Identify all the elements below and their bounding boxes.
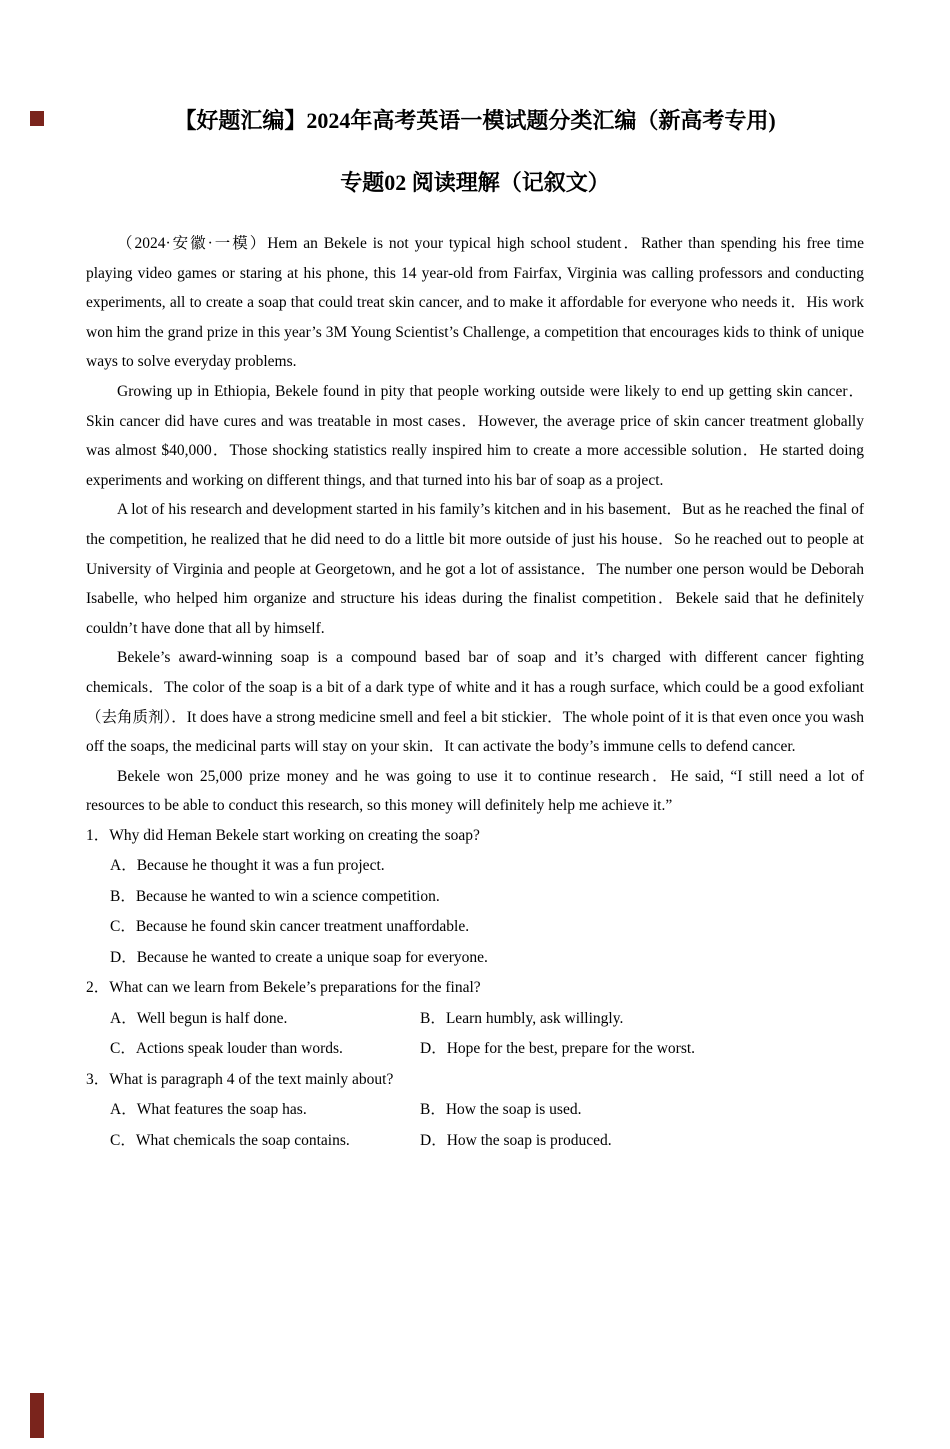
option-3b	[420, 1095, 864, 1126]
question-stem	[86, 1065, 864, 1096]
question-stem-text: Why did Heman Bekele start working on creating the soap?	[109, 826, 480, 844]
option-label: A．	[110, 1101, 137, 1119]
passage-paragraph-2: Growing up in Ethiopia, Bekele found in pity that people working outside were likely to end up getting skin cancer．Skin cancer did have cures and was treatable in most cases．However, the average price of skin cancer treatment globally was almost $40,000．Those shocking statistics really inspired him to create a more accessible solution．He started doing experiments and working on different things, and that turned into his bar of soap as a project.	[86, 382, 864, 489]
option-1d	[110, 943, 864, 974]
question-options	[86, 1004, 864, 1065]
page-subtitle: 专题02 阅读理解（记叙文）	[340, 170, 610, 195]
option-text: How the soap is used.	[445, 1101, 582, 1119]
option-2b	[420, 1004, 864, 1035]
option-row	[110, 1126, 864, 1157]
page-title: 【好题汇编】2024年高考英语一模试题分类汇编（新高考专用)	[174, 108, 776, 133]
question-stem-text: What is paragraph 4 of the text mainly about?	[109, 1070, 394, 1088]
option-text: Because he found skin cancer treatment unaffordable.	[135, 918, 470, 936]
option-label: D．	[420, 1040, 447, 1058]
option-text: What features the soap has.	[136, 1101, 307, 1119]
passage-paragraph-3: A lot of his research and development started in his family’s kitchen and in his basement．But as he reached the final of the competition, he realized that he did need to do a little bit more outside of just his house．So he reached out to people at University of Virginia and people at Georgetown, and he got a lot of assistance．The number one person would be Deborah Isabelle, who helped him organize and structure his ideas during the finalist competition．Bekele said that he definitely couldn’t have done that all by himself.	[86, 501, 864, 637]
source-tag: （2024·安徽·一模）	[117, 235, 268, 252]
option-label: C．	[110, 918, 136, 936]
option-2a	[110, 1004, 420, 1035]
question-2	[86, 973, 864, 1065]
question-1	[86, 821, 864, 974]
document-page	[0, 105, 950, 1449]
question-stem	[86, 821, 864, 852]
option-label: D．	[110, 948, 137, 966]
option-label: B．	[110, 887, 136, 905]
option-label: B．	[420, 1009, 446, 1027]
passage-paragraph-1	[86, 229, 864, 377]
option-1a	[110, 851, 864, 882]
option-text: Because he wanted to win a science competition.	[135, 887, 440, 905]
option-text: Because he wanted to create a unique soap for everyone.	[136, 948, 488, 966]
option-2d	[420, 1034, 864, 1065]
option-3d	[420, 1126, 864, 1157]
paragraph-text: Hem an Bekele is not your typical high school student．Rather than spending his free time playing video games or staring at his phone, this 14 year-old from Fairfax, Virginia was calling professors and conducting experiments, all to create a soap that could treat skin cancer, and to make it affordable for everyone who needs it．His work won him the grand prize in this year’s 3M Young Scientist’s Challenge, a competition that encourages kids to think of unique ways to solve everyday problems.	[86, 235, 864, 371]
question-options	[86, 1095, 864, 1156]
option-label: A．	[110, 857, 137, 875]
option-label: D．	[420, 1131, 447, 1149]
question-number: 3．	[86, 1070, 110, 1088]
page-edge-mark-bottom	[30, 1393, 44, 1438]
option-1c	[110, 912, 864, 943]
option-3c	[110, 1126, 420, 1157]
option-label: B．	[420, 1101, 446, 1119]
option-3a	[110, 1095, 420, 1126]
question-stem	[86, 973, 864, 1004]
question-list	[86, 821, 864, 1157]
passage-paragraph-5: Bekele won 25,000 prize money and he was going to use it to continue research．He said, “I still need a lot of resources to be able to conduct this research, so this money will definitely help me achieve it.”	[86, 767, 864, 815]
option-label: C．	[110, 1131, 136, 1149]
page-edge-mark-top	[30, 111, 44, 126]
option-text: Because he thought it was a fun project.	[136, 857, 385, 875]
document-content	[0, 105, 950, 1156]
option-label: C．	[110, 1040, 136, 1058]
option-text: What chemicals the soap contains.	[135, 1131, 350, 1149]
option-row	[110, 1095, 864, 1126]
option-1b	[110, 882, 864, 913]
option-label: A．	[110, 1009, 137, 1027]
question-stem-text: What can we learn from Bekele’s preparations for the final?	[109, 979, 481, 997]
question-number: 2．	[86, 979, 110, 997]
question-options	[86, 851, 864, 973]
option-row	[110, 1004, 864, 1035]
option-text: Hope for the best, prepare for the worst.	[446, 1040, 696, 1058]
reading-passage	[86, 229, 864, 821]
option-text: Actions speak louder than words.	[135, 1040, 343, 1058]
option-text: How the soap is produced.	[446, 1131, 612, 1149]
question-3	[86, 1065, 864, 1157]
question-number: 1．	[86, 826, 110, 844]
option-2c	[110, 1034, 420, 1065]
option-text: Well begun is half done.	[136, 1009, 288, 1027]
option-text: Learn humbly, ask willingly.	[445, 1009, 624, 1027]
option-row	[110, 1034, 864, 1065]
passage-paragraph-4: Bekele’s award-winning soap is a compound based bar of soap and it’s charged with different cancer fighting chemicals．The color of the soap is a bit of a dark type of white and it has a rough surface, which could be a good exfoliant（去角质剂）．It does have a strong medicine smell and feel a bit stickier．The whole point of it is that even once you wash off the soaps, the medicinal parts will stay on your skin．It can activate the body’s immune cells to defend cancer.	[86, 649, 864, 756]
